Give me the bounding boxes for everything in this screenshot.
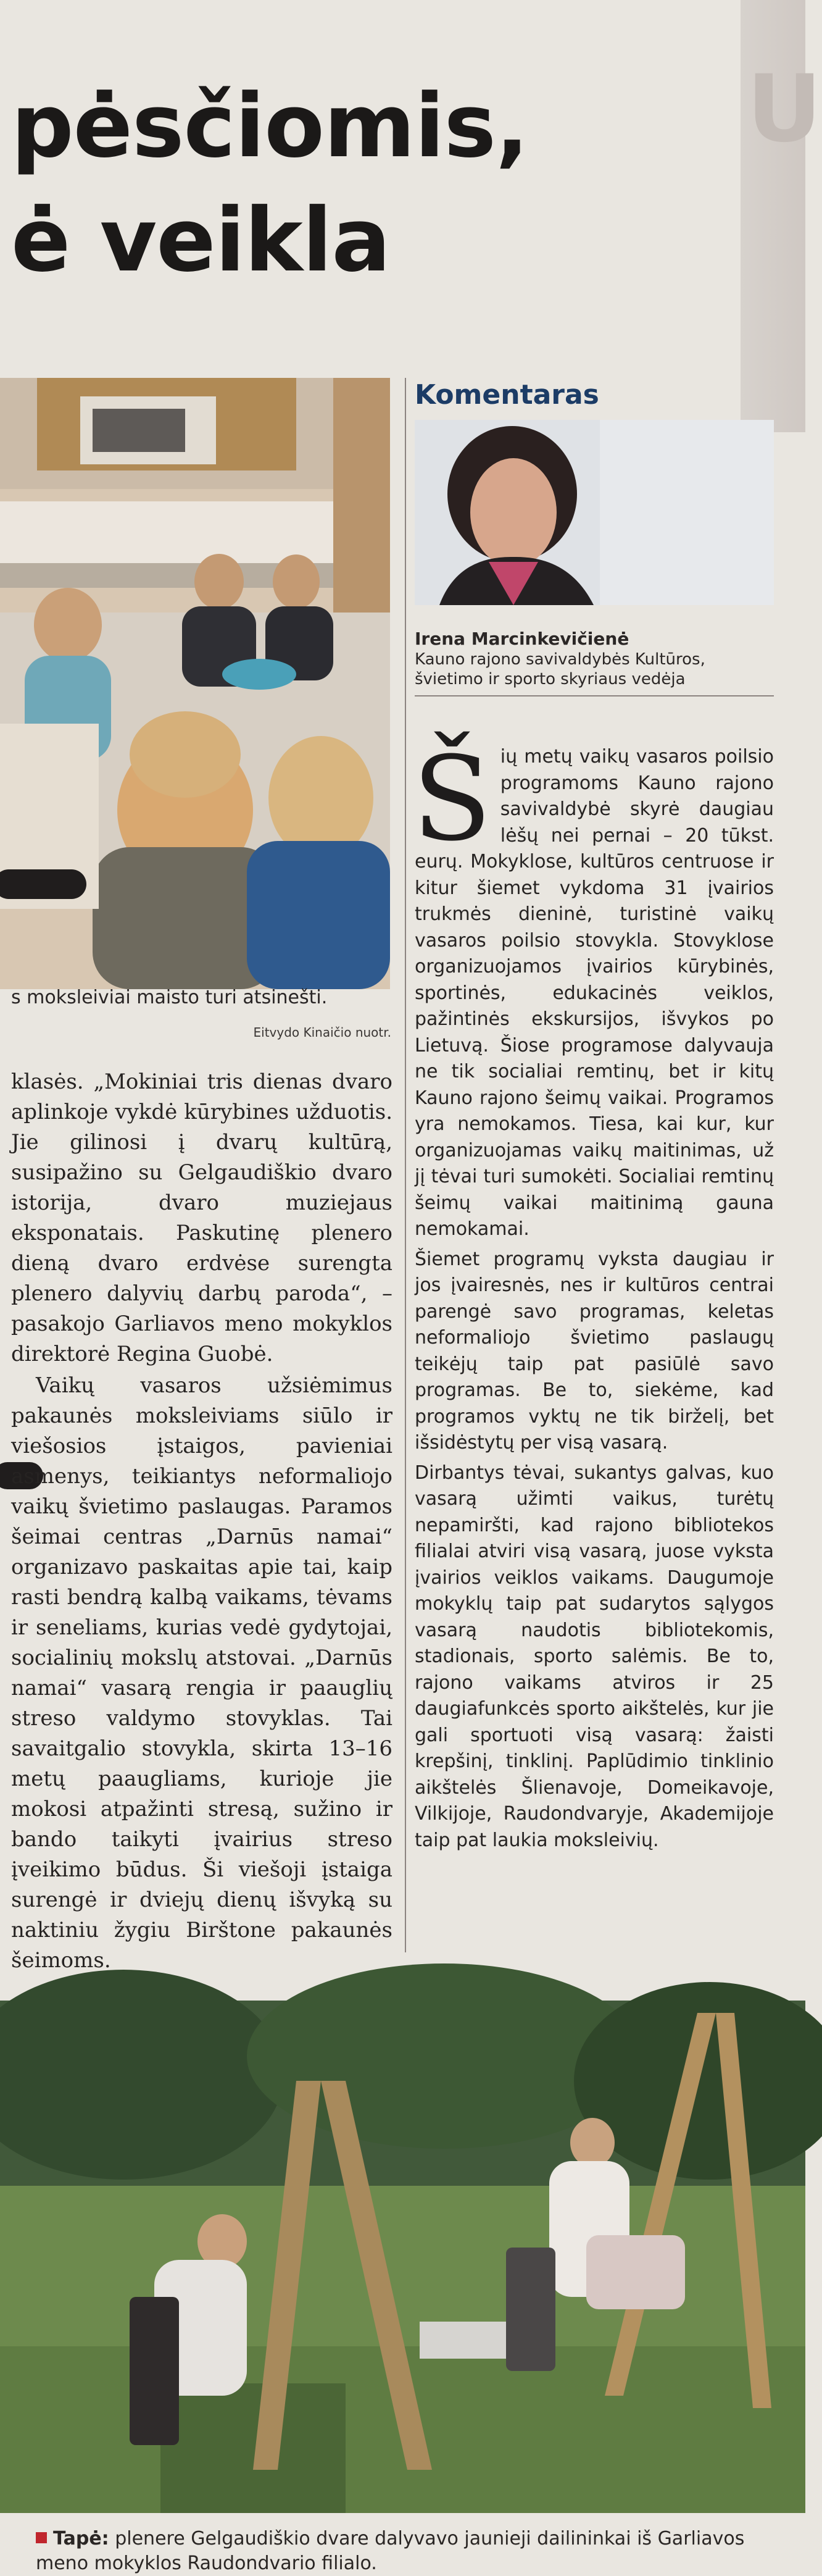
plein-air-painting-photo <box>0 2001 805 2513</box>
headline-line-1: pėsčiomis, <box>11 75 528 177</box>
comment-paragraph-text: ių metų vaikų vasaros poilsio programoms Kauno rajono savivaldybė skyrė daugiau lėšų nei pernai – 20 tūkst. eurų. Mokyklose, kultūros centruose ir kitur šiemet vykdoma 31 įvairios trukmės dieninė, turistinė vaikų vasaros poilsio stovykla. Stovyklose organizuojamos įvairios kūrybinės, sportinės, edukacinės veiklos, pažintinės ekskursijos, išvykos po Lietuvą. Šiose programose dalyvauja ne tik socialiai remtinų, bet ir kitų Kauno rajono šeimų vaikai. Programos yra nemokamos. Tiesa, kai kur, kur organizuojamas vaikų maitinimas, už jį tėvai turi sumokėti. Socialiai remtinų šeimų vaikai maitinimą gauna nemokamai. <box>415 746 774 1240</box>
comment-paragraph: Dirbantys tėvai, sukantys galvas, kuo vasarą užimti vaikus, turėtų nepamiršti, kad rajono bibliotekos filialai atviri visą vasarą, juose vyksta įvairios veiklos vaikams. Daugumoje mokyklų taip pat sudarytos sąlygos vasarą naudotis bibliotekomis, stadionais, sporto salėmis. Be to, rajono vaikams atviros ir 25 daugiafunkcės sporto aikštelės, kur jie gali sportuoti visą vasarą: žaisti krepšinį, tinklinį. Paplūdimio tinklinio aikštelės Šlienavoje, Domeikavoje, Vilkijoje, Raudondvaryje, Akademijoje taip pat laukia moksleivių. <box>415 1462 774 1851</box>
author-name: Irena Marcinkevičienė <box>415 629 629 649</box>
caption-marker-square <box>36 2532 47 2543</box>
caption-bold-lead: Tapė: <box>53 2528 109 2549</box>
binder-hole <box>0 869 86 899</box>
column-divider <box>405 378 406 1952</box>
photo-credit: Eitvydo Kinaičio nuotr. <box>253 1025 391 1040</box>
top-photo-caption: s moksleiviai maisto turi atsinešti. <box>11 987 328 1008</box>
author-role: Kauno rajono savivaldybės Kultūros, švietimo ir sporto skyriaus vedėja <box>415 650 774 696</box>
drop-cap: Š <box>412 732 492 867</box>
adjacent-page-edge: U <box>741 0 805 432</box>
bottom-photo-caption <box>36 2527 783 2576</box>
author-portrait <box>415 420 774 605</box>
article-paragraph: klasės. „Mokiniai tris dienas dvaro aplinkoje vykdė kūrybines užduotis. Jie gilinosi į dvarų kultūrą, susipažino su Gelgaudiškio dvaro istorija, dvaro muziejaus eksponatais. Paskutinę plenero dieną dvaro erdvėse surengta plenero dalyvių darbų paroda“, – pasakojo Garliavos meno mokyklos direktorė Regina Guobė. <box>11 1069 392 1366</box>
comment-box <box>415 378 774 696</box>
comment-section-title: Komentaras <box>415 379 599 411</box>
headline-line-2: ė veikla <box>11 190 391 291</box>
comment-paragraph: Šiemet programų vyksta daugiau ir jos įvairesnės, nes ir kultūros centrai parengė savo programas, keletas neformaliojo švietimo paslaugų teikėjų taip pat pasiūlė savo programas. Be to, siekėme, kad programos vyktų ne tik birželį, bet išsidėstytų per visą vasarą. <box>415 1248 774 1453</box>
comment-paragraph <box>412 732 774 1243</box>
caption-text: plenere Gelgaudiškio dvare dalyvavo jaunieji dailininkai iš Garliavos meno mokyklos Raudondvario filialo. <box>36 2528 745 2574</box>
comment-text <box>412 732 774 1857</box>
article-left-column <box>11 1067 392 1976</box>
article-paragraph: Vaikų vasaros užsiėmimus pakaunės moksleiviams siūlo ir viešosios įstaigos, pavieniai asmenys, teikiantys neformaliojo vaikų švietimo paslaugas. Paramos šeimai centras „Darnūs namai“ organizavo paskaitas apie tai, kaip rasti bendrą kalbą vaikams, tėvams ir seneliams, kurias vedė gydytojai, socialinių mokslų atstovai. „Darnūs namai“ vasarą rengia ir paauglių streso valdymo stovyklas. Tai savaitgalio stovykla, skirta 13–16 metų paaugliams, kurioje jie mokosi atpažinti stresą, sužino ir bando taikyti įvairius streso įveikimo būdus. Ši viešoji įstaiga surengė ir dviejų dienų išvyką su naktiniu žygiu Birštone pakaunės šeimoms. <box>11 1373 392 1973</box>
